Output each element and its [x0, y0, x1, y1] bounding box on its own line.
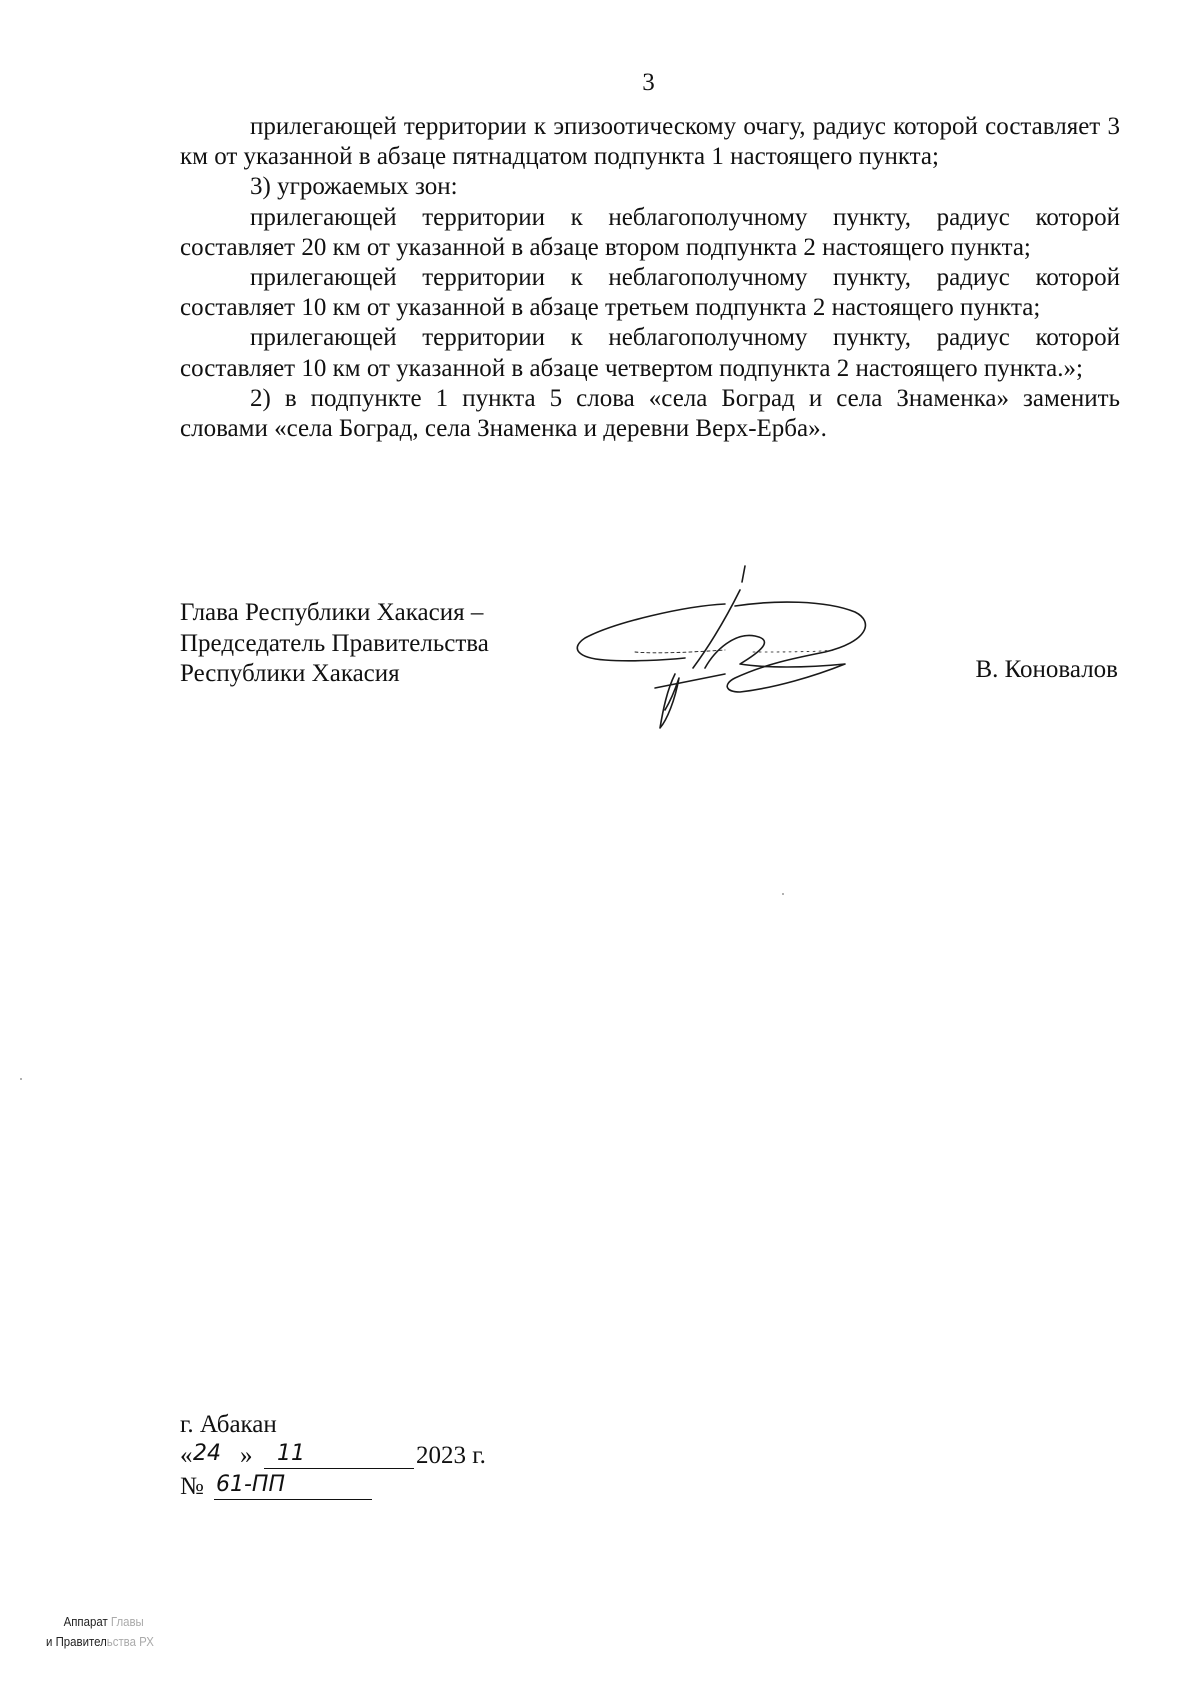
- date-day: 24: [193, 1441, 221, 1466]
- paragraph: прилегающей территории к неблагополучному пункту, радиус которой составляет 10 км от указанной в абзаце третьем подпункта 2 настоящего пункта;: [180, 264, 1120, 322]
- signer-position-line: Республики Хакасия: [180, 660, 400, 687]
- paragraph: прилегающей территории к эпизоотическому очагу, радиус которой составляет 3 км от указанной в абзаце пятнадцатом подпункта 1 настоящего пункта;: [180, 113, 1120, 171]
- scan-speck: [782, 893, 784, 895]
- stamp-text-dark: Аппарат: [63, 1614, 111, 1629]
- number-underline: [214, 1499, 372, 1500]
- document-footer: [180, 1410, 486, 1503]
- office-stamp: [46, 1612, 154, 1652]
- date-month: 11: [277, 1441, 305, 1466]
- date-underline: [264, 1468, 414, 1469]
- signer-position: [180, 598, 489, 690]
- paragraph: прилегающей территории к неблагополучному пункту, радиус которой составляет 20 км от указанной в абзаце втором подпункта 2 настоящего пункта;: [180, 203, 1120, 261]
- signer-position-line: Глава Республики Хакасия –: [180, 599, 484, 626]
- page-number: 3: [642, 69, 655, 96]
- document-number: 61-ПП: [216, 1472, 286, 1497]
- handwritten-signature: [575, 560, 895, 740]
- signer-position-line: Председатель Правительства: [180, 629, 489, 657]
- number-sign: №: [180, 1473, 204, 1500]
- footer-date: [180, 1441, 486, 1472]
- stamp-line: [46, 1612, 154, 1632]
- stamp-line: [46, 1632, 154, 1652]
- quote-open: «: [180, 1442, 193, 1469]
- paragraph: прилегающей территории к неблагополучному пункту, радиус которой составляет 10 км от указанной в абзаце четвертом подпункта 2 настоящего пункта.»;: [180, 324, 1120, 382]
- footer-number: [180, 1472, 286, 1503]
- city-name: г. Абакан: [180, 1411, 277, 1438]
- stamp-text-faded: Главы: [110, 1614, 144, 1629]
- paragraph: 3) угрожаемых зон:: [250, 173, 458, 201]
- document-body: [180, 112, 1120, 444]
- stamp-text-faded: ьства РХ: [106, 1634, 154, 1649]
- date-year: 2023 г.: [416, 1442, 486, 1469]
- paragraph: 2) в подпункте 1 пункта 5 слова «села Боград и села Знаменка» заменить словами «села Боград, села Знаменка и деревни Верх-Ерба».: [180, 384, 1120, 443]
- scan-speck: [20, 1078, 22, 1080]
- stamp-text-dark: и Правител: [46, 1634, 107, 1649]
- quote-close: »: [240, 1442, 253, 1469]
- signer-name: В. Коновалов: [975, 656, 1118, 683]
- footer-city: [180, 1410, 277, 1441]
